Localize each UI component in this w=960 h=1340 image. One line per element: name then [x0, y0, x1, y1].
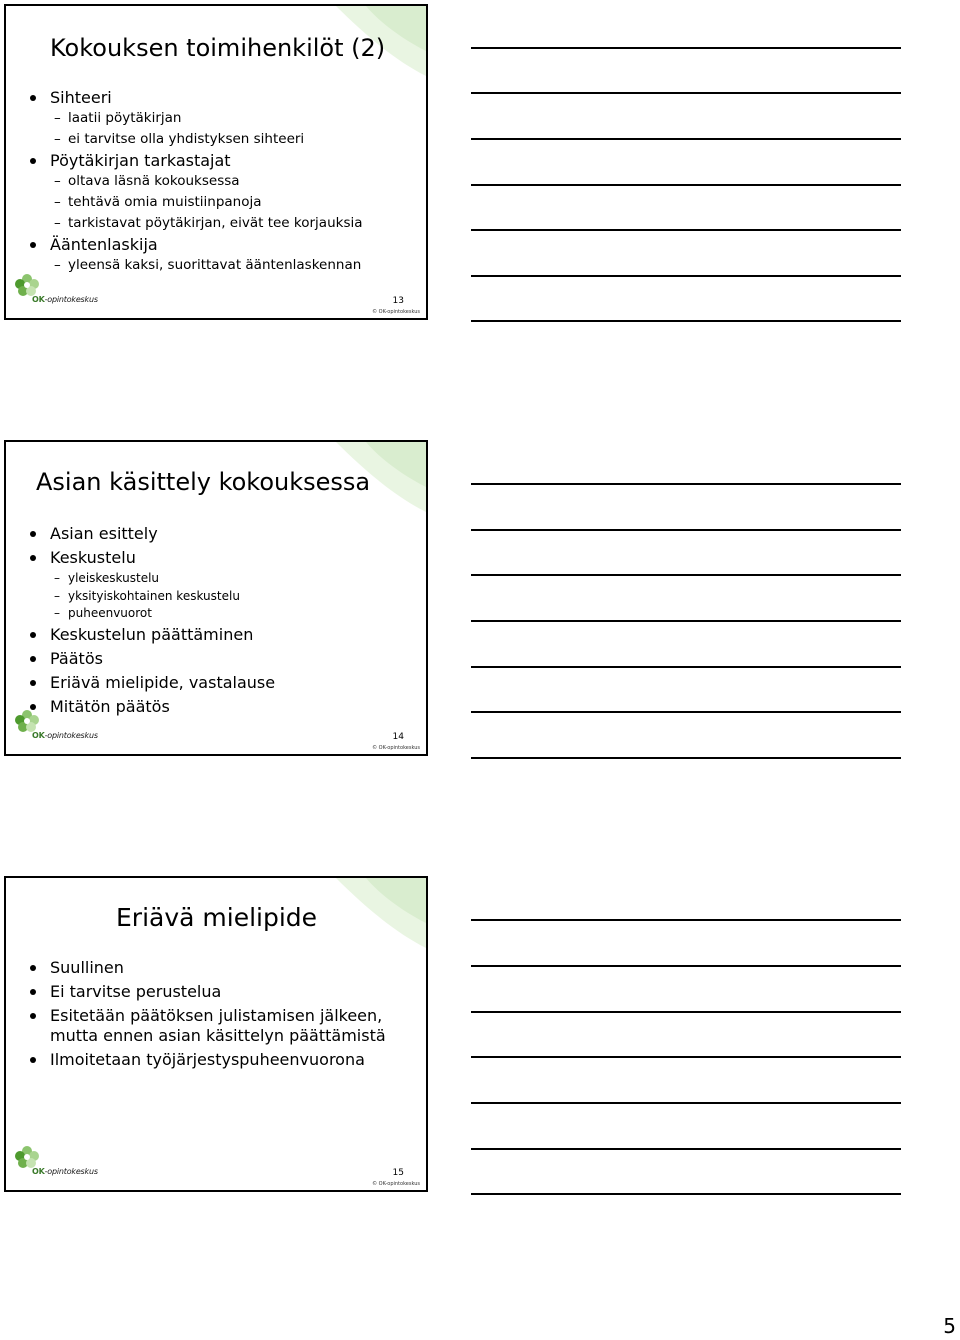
slide-title: Kokouksen toimihenkilöt (2)	[50, 34, 386, 62]
bullet-text: Ilmoitetaan työjärjestyspuheenvuorona	[50, 1050, 365, 1069]
bullet-item	[26, 546, 275, 623]
bullet-text: Ääntenlaskija	[50, 235, 158, 254]
note-line	[471, 47, 901, 49]
sub-item: – yleensä kaksi, suorittavat ääntenlaskennan	[50, 255, 363, 276]
bullet-text-continued: mutta ennen asian käsittelyn päättämistä	[50, 1026, 386, 1045]
sub-item: – oltava läsnä kokouksessa	[50, 171, 363, 192]
bullet-text: Mitätön päätös	[50, 696, 170, 716]
slide-title: Asian käsittely kokouksessa	[36, 468, 371, 496]
bullet-text: Pöytäkirjan tarkastajat	[50, 151, 231, 170]
sub-item: – yleiskeskustelu	[50, 570, 275, 588]
sub-list	[50, 570, 275, 623]
note-line	[471, 965, 901, 967]
note-line	[471, 711, 901, 713]
bullet-text: Eriävä mielipide, vastalause	[50, 672, 276, 692]
corner-decoration	[336, 878, 426, 948]
sub-list	[50, 171, 363, 234]
note-line	[471, 919, 901, 921]
slide-15	[4, 876, 428, 1192]
note-line	[471, 184, 901, 186]
bullet-item	[26, 958, 386, 978]
bullet-item	[26, 623, 275, 647]
bullet-text: Asian esittely	[50, 524, 158, 543]
bullet-item	[26, 647, 275, 671]
sub-item: – laatii pöytäkirjan	[50, 108, 363, 129]
logo-text: OK-opintokeskus	[32, 1167, 98, 1176]
note-line	[471, 483, 901, 485]
bullet-text: Ei tarvitse perustelua	[50, 982, 222, 1001]
document-page-number: 5	[943, 1314, 956, 1338]
note-line	[471, 666, 901, 668]
note-line	[471, 620, 901, 622]
bullet-item	[26, 150, 363, 234]
logo-text: OK-opintokeskus	[32, 731, 98, 740]
ok-opintokeskus-logo	[12, 1144, 98, 1178]
note-line	[471, 275, 901, 277]
slide-13	[4, 4, 428, 320]
bullet-text: Sihteeri	[50, 88, 112, 107]
bullet-list	[26, 87, 363, 276]
note-line	[471, 92, 901, 94]
ok-opintokeskus-logo	[12, 708, 98, 742]
copyright: © OK-opintokeskus	[372, 745, 420, 751]
copyright: © OK-opintokeskus	[372, 309, 420, 315]
ok-opintokeskus-logo	[12, 272, 98, 306]
note-line	[471, 1193, 901, 1195]
note-line	[471, 1056, 901, 1058]
slide-number: 13	[392, 296, 404, 306]
copyright: © OK-opintokeskus	[372, 1181, 420, 1187]
bullet-item	[26, 1050, 386, 1070]
bullet-text: Päätös	[50, 648, 103, 668]
bullet-text: Keskustelun päättäminen	[50, 624, 254, 644]
note-line	[471, 1148, 901, 1150]
note-line	[471, 320, 901, 322]
note-line	[471, 1011, 901, 1013]
slide-number: 14	[392, 732, 404, 742]
logo-text: OK-opintokeskus	[32, 295, 98, 304]
bullet-item	[26, 671, 275, 695]
sub-item: – puheenvuorot	[50, 605, 275, 623]
note-line	[471, 529, 901, 531]
bullet-item	[26, 87, 363, 150]
bullet-item	[26, 1006, 386, 1046]
note-line	[471, 138, 901, 140]
bullet-list	[26, 522, 275, 719]
note-line	[471, 1102, 901, 1104]
bullet-text: Suullinen	[50, 958, 124, 977]
note-line	[471, 574, 901, 576]
sub-item: – ei tarvitse olla yhdistyksen sihteeri	[50, 129, 363, 150]
bullet-item	[26, 982, 386, 1002]
sub-list	[50, 108, 363, 150]
bullet-text: Keskustelu	[50, 548, 136, 567]
bullet-text: Esitetään päätöksen julistamisen jälkeen,	[50, 1006, 383, 1025]
bullet-list	[26, 958, 386, 1074]
slide-number: 15	[392, 1168, 404, 1178]
sub-item: – tarkistavat pöytäkirjan, eivät tee korjauksia	[50, 213, 363, 234]
slide-14	[4, 440, 428, 756]
slide-title: Eriävä mielipide	[116, 903, 318, 932]
sub-item: – tehtävä omia muistiinpanoja	[50, 192, 363, 213]
bullet-item	[26, 234, 363, 276]
sub-item: – yksityiskohtainen keskustelu	[50, 588, 275, 606]
note-line	[471, 229, 901, 231]
note-line	[471, 757, 901, 759]
bullet-item	[26, 522, 275, 546]
